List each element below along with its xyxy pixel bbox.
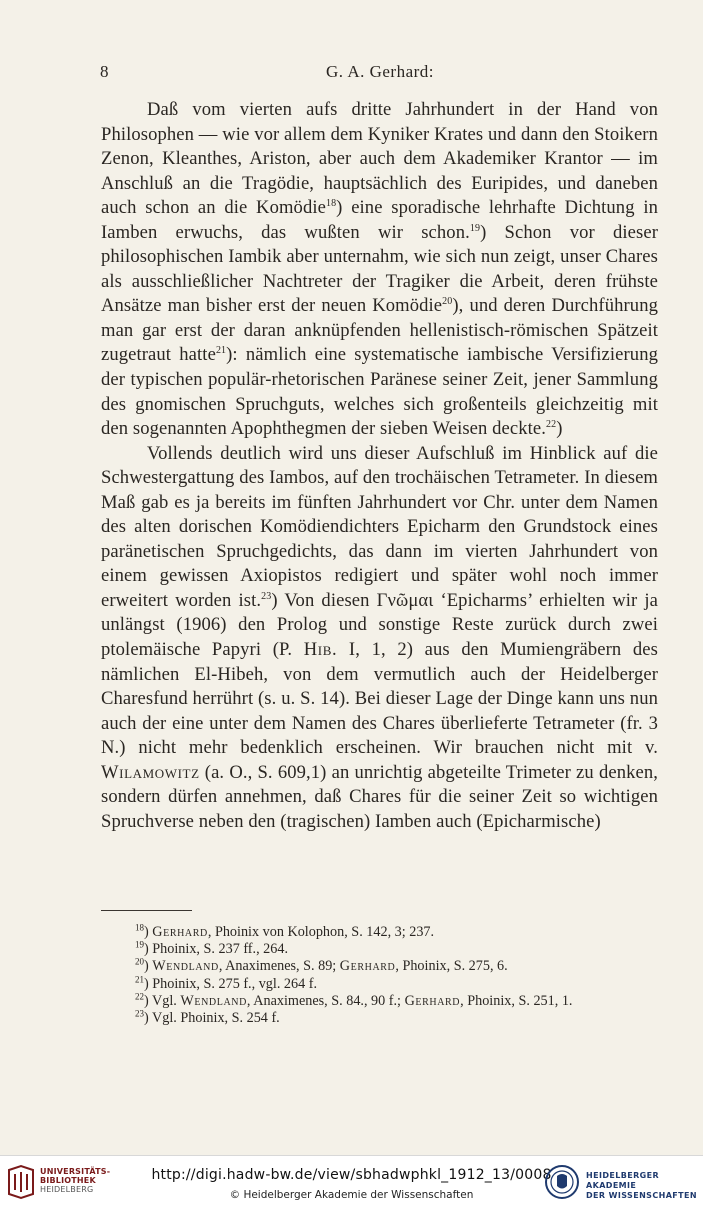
footnote-ref-18: 18 bbox=[325, 198, 337, 209]
footnote-text: Phoinix, S. 275 f., vgl. 264 f. bbox=[152, 975, 318, 992]
running-title: G. A. Gerhard: bbox=[325, 62, 435, 81]
paragraph-1 bbox=[101, 98, 658, 442]
text-run: ) bbox=[556, 418, 563, 440]
copyright-notice: © Heidelberger Akademie der Wissenschaften bbox=[229, 1189, 474, 1201]
footnote: $^{18}$) Gerhard, Phoinix von Kolophon, S. 142, 3; 237. bbox=[135, 922, 435, 940]
footnote-text: Vgl. bbox=[152, 992, 181, 1009]
logo-line: HEIDELBERGER AKADEMIE bbox=[586, 1171, 660, 1190]
footnote-ref-22: 22 bbox=[546, 418, 557, 430]
permalink-url[interactable]: http://digi.hadw-bw.de/view/sbhadwphkl_1912_13/0008 bbox=[151, 1167, 552, 1183]
logo-line: DER WISSENSCHAFTEN bbox=[586, 1191, 697, 1200]
footnote: $^{21}$) Phoinix, S. 275 f., vgl. 264 f. bbox=[135, 973, 318, 992]
academy-seal-icon[interactable] bbox=[544, 1164, 580, 1200]
small-caps-run: Hib. bbox=[303, 639, 338, 661]
footnote-number: 23 bbox=[135, 1008, 144, 1019]
footnotes bbox=[135, 924, 665, 1027]
author-name: Gerhard bbox=[404, 992, 461, 1009]
footnote-number: 21 bbox=[135, 973, 144, 984]
footnote-ref-19: 19 bbox=[469, 222, 481, 234]
text-run: ) eine sporadische lehrhafte Dichtung in Iamben erwuchs, das wußten wir schon. bbox=[101, 197, 658, 243]
footnote: $^{19}$) Phoinix, S. 237 ff., 264. bbox=[135, 939, 288, 958]
logo-line: HEIDELBERG bbox=[40, 1185, 94, 1194]
footnote-text: , Phoinix, S. 275, 6. bbox=[395, 958, 508, 975]
text-run: (a. O., S. 609,1) an unrichtig abgeteilte Trimeter zu denken, sondern dürfen annehmen, daß Chares für die seiner Zeit so wichtigen Spruchverse neben den (tragischen) Iamben auch (Epicharmische) bbox=[101, 761, 658, 832]
text-run: Vollends deutlich wird uns dieser Aufschluß im Hinblick auf die Schwestergattung des Iambos, auf den trochäischen Tetrameter. In diesem Maß gab es ja bereits im fünften Jahrhundert vor Chr. unter dem Namen des alten dorischen Komödiendichters Epicharm den Grundstock eines paränetischen Spruchgedichts, das dann im vierten Jahrhundert von einem gewissen Axiopistos redigiert und später wohl noch immer erweitert worden ist. bbox=[101, 442, 658, 611]
logo-line: UNIVERSITÄTS- bbox=[40, 1167, 111, 1176]
footnote-number: 20 bbox=[135, 956, 144, 967]
footnote-number: 22 bbox=[135, 991, 144, 1002]
footnote: $^{22}$) Vgl. Wendland, Anaximenes, S. 84., 90 f.; Gerhard, Phoinix, S. 251, 1. bbox=[135, 991, 573, 1009]
text-run: ) Schon vor dieser philosophischen Iambik aber unternahm, wie sich nun zeigt, unser Chares als ausschließlicher Nachtreter der Tragiker die Arbeit, deren frühste Ansätze man bisher erst der neuen Komödie bbox=[101, 221, 658, 317]
text-run: ) Von diesen Γνῶμαι ‘Epicharms’ erhielten wir ja unlängst (1906) den Prolog und sonstige Reste zurück durch zwei ptolemäische Papyri (P. bbox=[101, 589, 658, 661]
main-text bbox=[101, 98, 658, 834]
text-run: Daß vom vierten aufs dritte Jahrhundert in der Hand von Philosophen — wie vor allem dem Kyniker Krates und dann den Stoikern Zenon, Kleanthes, Ariston, aber auch dem Akademiker Krantor — im Anschluß an die Tragödie, hauptsächlich des Euripides, und daneben auch schon an die Komödie bbox=[101, 99, 658, 219]
text-run: ): nämlich eine systematische iambische Versifizierung der typischen populär-rhetorischen Paränese seiner Zeit, jener Sammlung des gnomischen Spruchguts, welches sich großenteils gleichzeitig mit den sogenannten Apophthegmen der sieben Weisen deckte. bbox=[101, 344, 658, 440]
academy-name bbox=[586, 1171, 703, 1201]
footnote-ref-21: 21 bbox=[215, 345, 227, 357]
footnote-number: 18 bbox=[135, 922, 144, 933]
small-caps-run: Wilamowitz bbox=[101, 761, 200, 783]
footnote-number: 19 bbox=[135, 939, 144, 950]
viewer-footer bbox=[0, 1155, 703, 1208]
footnote-text: Phoinix, S. 237 ff., 264. bbox=[152, 941, 288, 958]
author-name: Gerhard bbox=[152, 924, 208, 940]
author-name: Wendland bbox=[180, 992, 247, 1009]
author-name: Gerhard bbox=[339, 958, 396, 975]
footnote-text: , Anaximenes, S. 84., 90 f.; bbox=[246, 992, 405, 1009]
logo-line: BIBLIOTHEK bbox=[40, 1176, 96, 1185]
footnote-text: Vgl. Phoinix, S. 254 f. bbox=[152, 1010, 280, 1027]
footnote-text: , Phoinix von Kolophon, S. 142, 3; 237. bbox=[207, 924, 435, 940]
footnote-text: , Anaximenes, S. 89; bbox=[218, 958, 340, 975]
footnote-text: , Phoinix, S. 251, 1. bbox=[460, 992, 573, 1009]
author-name: Wendland bbox=[152, 958, 219, 975]
text-run: ), und deren Durchführung man gar erst der daran anknüpfenden hellenistisch-römischen Spätzeit zugetraut hatte bbox=[101, 295, 658, 366]
page-number: 8 bbox=[100, 62, 109, 81]
paragraph-2 bbox=[101, 442, 658, 835]
footnote-divider bbox=[101, 910, 192, 911]
text-run: I, 1, 2) aus den Mumiengräbern des nämlichen El-Hibeh, von dem vermutlich auch der Heidelberger Charesfund herrührt (s. u. S. 14). Bei dieser Lage der Dinge kann uns nun auch der eine unter dem Namen des Chares überlieferte Tetrameter (fr. 3 N.) nicht mehr bedenklich erscheinen. Wir brauchen nicht mit v. bbox=[101, 639, 658, 759]
footnote-ref-20: 20 bbox=[442, 296, 453, 308]
footnote: $^{23}$) Vgl. Phoinix, S. 254 f. bbox=[135, 1008, 280, 1027]
footnote-ref-23: 23 bbox=[261, 590, 272, 602]
page-header bbox=[100, 62, 660, 86]
footnote: $^{20}$) Wendland, Anaximenes, S. 89; Gerhard, Phoinix, S. 275, 6. bbox=[135, 956, 508, 975]
